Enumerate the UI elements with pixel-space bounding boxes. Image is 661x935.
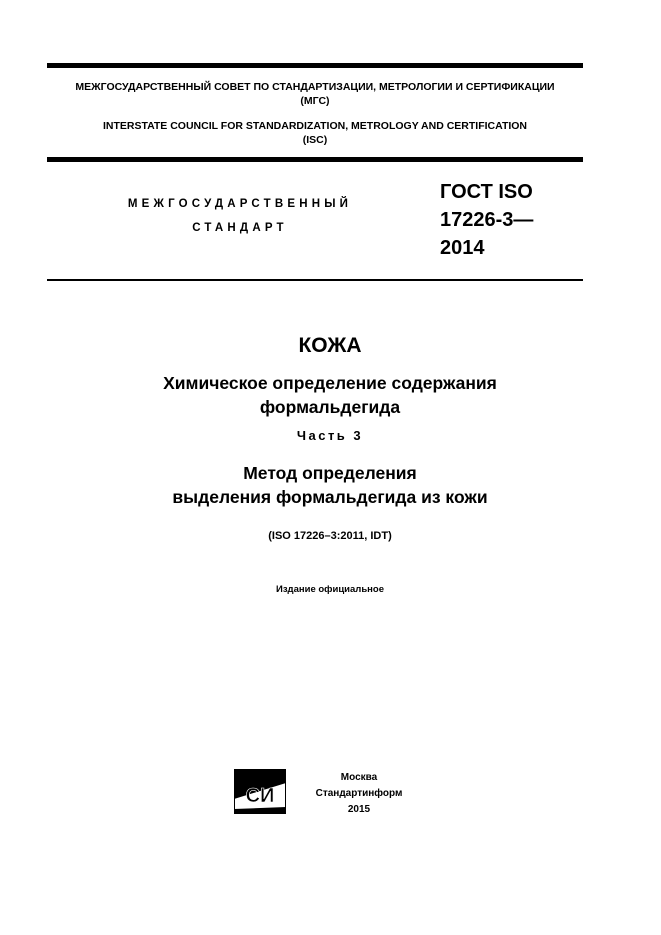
designation-line2: 17226-3—	[440, 209, 534, 231]
subtitle-line2: формальдегида	[259, 397, 401, 417]
top-rule	[47, 63, 583, 68]
logo-letters: СИ	[245, 785, 275, 807]
designation-line1: ГОСТ ISO	[440, 181, 533, 203]
publisher-year: 2015	[347, 804, 371, 815]
publisher-name: Стандартинформ	[315, 788, 403, 799]
method-line1: Метод определения	[243, 463, 417, 483]
part-label: Часть 3	[296, 428, 364, 443]
standard-type-line2: СТАНДАРТ	[192, 222, 288, 234]
publisher-city: Москва	[340, 772, 378, 783]
page-title: КОЖА	[298, 334, 362, 357]
method-title	[47, 461, 613, 509]
standartinform-logo-icon	[234, 769, 286, 814]
council-rule	[47, 157, 583, 162]
standard-designation	[440, 178, 620, 262]
title-subtitle	[47, 371, 613, 419]
edition-note: Издание официальное	[276, 584, 384, 595]
header-bottom-rule	[47, 279, 583, 281]
publisher-block	[296, 770, 422, 818]
designation-line3: 2014	[440, 237, 485, 259]
council-ru-line1: МЕЖГОСУДАРСТВЕННЫЙ СОВЕТ ПО СТАНДАРТИЗАЦИИ, МЕТРОЛОГИИ И СЕРТИФИКАЦИИ	[75, 81, 555, 93]
council-ru	[47, 80, 583, 108]
method-line2: выделения формальдегида из кожи	[172, 487, 488, 507]
council-en-line2: (ISC)	[302, 134, 328, 146]
subtitle-line1: Химическое определение содержания	[163, 373, 497, 393]
council-ru-line2: (МГС)	[300, 95, 330, 107]
standard-type-line1: МЕЖГОСУДАРСТВЕННЫЙ	[127, 198, 353, 210]
iso-reference: (ISO 17226–3:2011, IDT)	[268, 530, 392, 542]
council-en	[47, 119, 583, 147]
council-en-line1: INTERSTATE COUNCIL FOR STANDARDIZATION, METROLOGY AND CERTIFICATION	[102, 120, 528, 132]
